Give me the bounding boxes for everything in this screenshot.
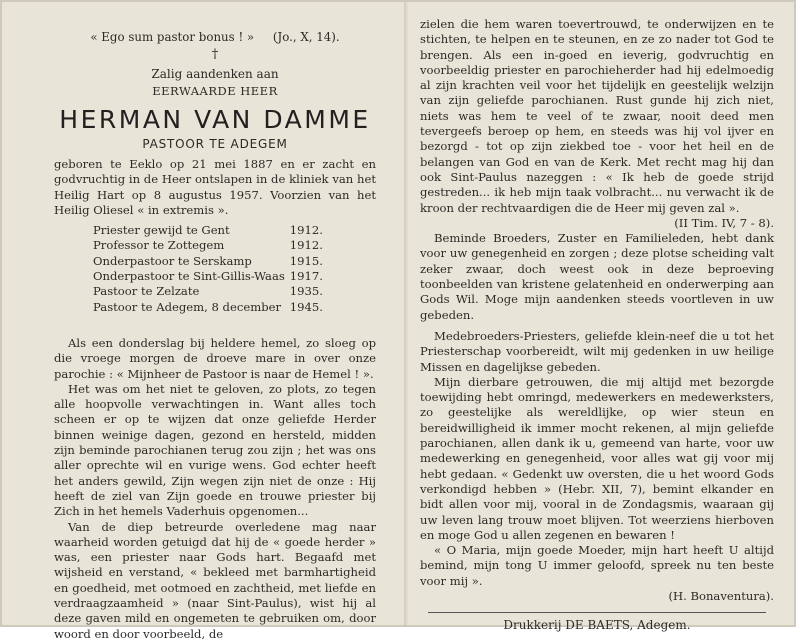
right-paragraph: Beminde Broeders, Zuster en Familieleden, hebt dank voor uw genegenheid en zorgen ; deze plotse scheiding valt zeker zwaar, doch weest ook in deze beproeving toonbeelden van kristene gelatenheid en onderwerping aan Gods Wil. Moge mijn aandenken steeds voortleven in uw gebeden. — [420, 231, 774, 322]
career-item: Pastoor te Adegem, 8 december 1945. — [93, 299, 323, 314]
right-page — [420, 17, 774, 632]
right-paragraph: zielen die hem waren toevertrouwd, te onderwijzen en te stichten, te helpen en te steunen, en ze zo nader tot God te brengen. Als een in-goed en ieverig, godvruchtig en voorbeeldig priester en parochieherder had hij edelmoedig al zijn krachten veil voor het tijdelijk en geestelijk welzijn van zijn geliefde parochianen. Rust gunde hij zich niet, niets was hem te veel of te zwaar, nooit deed men tevergeefs beroep op hem, en steeds was hij vol ijver en bezorgd - tot op zijn ziekbed toe - voor het heil en de belangen van God en van de Kerk. Met recht mag hij dan ook Sint-Paulus nazeggen : « Ik heb de goede strijd gestreden... ik heb mijn taak volbracht... nu verwacht ik de kroon der rechtvaardigen die de Heer mij geven zal ». — [420, 17, 774, 215]
career-item: Onderpastoor te Serskamp 1915. — [93, 253, 323, 268]
motto: « Ego sum pastor bonus ! » (Jo., X, 14). — [90, 30, 340, 44]
cross-icon: † — [211, 47, 219, 62]
career-item: Priester gewijd te Gent 1912. — [93, 223, 323, 238]
career-item: Pastoor te Zelzate 1935. — [93, 284, 323, 299]
deceased-name: HERMAN VAN DAMME — [59, 105, 371, 134]
citation-tim: (II Tim. IV, 7 - 8). — [674, 215, 774, 230]
career-list — [93, 223, 323, 315]
right-paragraph: Mijn dierbare getrouwen, die mij altijd met bezorgde toewijding hebt omringd, medewerkers en medewerksters, zo geestelijke als wereldlijke, op wier steun en bereidwilligheid ik immer mocht rekenen, al mijn geliefde parochianen, allen dank ik u, gemeend van harte, voor uw medewerking en genegenheid, voor alles wat gij voor mij hebt gedaan. « Gedenkt uw oversten, die u het woord Gods verkondigd hebben » (Hebr. XII, 7), bemint elkander en bidt allen voor mij, vooral in de Zondagsmis, waaraan gij uw leven lang trouw moet blijven. Tot weerziens hierboven en moge God u allen zegenen en bewaren ! — [420, 374, 774, 542]
intro-text: Zalig aandenken aan — [151, 67, 279, 81]
citation-bonaventura: (H. Bonaventura). — [668, 588, 774, 603]
career-item: Onderpastoor te Sint-Gillis-Waas 1917. — [93, 269, 323, 284]
left-paragraph: Het was om het niet te geloven, zo plots, zo tegen alle hoopvolle verwachtingen in. Want alles toch scheen er op te wijzen dat onze geliefde Herder binnen weinige dagen, gezond en hersteld, midden zijn beminde parochianen terug zou zijn ; het was ons aller oprechte wil en vurige wens. God echter heeft het anders gewild, Zijn wegen zijn niet de onze : Hij heeft de ziel van Zijn goede en trouwe priester bij Zich in het hemels Vaderhuis opgenomen... — [54, 381, 376, 519]
left-page — [54, 26, 376, 642]
career-item: Professor te Zottegem 1912. — [93, 238, 323, 253]
divider — [428, 612, 766, 613]
honorific-title: EERWAARDE HEER — [152, 84, 278, 98]
printer-credit: Drukkerij DE BAETS, Adegem. — [503, 618, 691, 633]
deceased-position: PASTOOR TE ADEGEM — [142, 137, 288, 151]
prayer-paragraph: « O Maria, mijn goede Moeder, mijn hart heeft U altijd bemind, mijn tong U immer geloofd, spreek nu ten beste voor mij ». — [420, 543, 774, 588]
card-fold — [404, 2, 406, 625]
right-paragraph: Medebroeders-Priesters, geliefde klein-neef die u tot het Priesterschap voorbereidt, wilt mij gedenken in uw heilige Missen en dagelijkse gebeden. — [420, 328, 774, 374]
biography: geboren te Eeklo op 21 mei 1887 en er zacht en godvruchtig in de Heer ontslapen in de kliniek van het Heilig Hart op 8 augustus 1957. Voorzien van het Heilig Oliesel « in extremis ». — [54, 157, 376, 217]
left-paragraph: Als een donderslag bij heldere hemel, zo sloeg op die vroege morgen de droeve mare in over onze parochie : « Mijnheer de Pastoor is naar de Hemel ! ». — [54, 335, 376, 381]
left-paragraph: Van de diep betreurde overledene mag naar waarheid worden getuigd dat hij de « goede herder » was, een priester naar Gods hart. Begaafd met wijsheid en verstand, « bekleed met barmhartigheid en goedheid, met ootmoed en zachtheid, met liefde en verdraagzaamheid » (naar Sint-Paulus), wist hij al deze gaven mild en ongemeten te gebruiken om, door woord en door voorbeeld, de — [54, 519, 376, 641]
